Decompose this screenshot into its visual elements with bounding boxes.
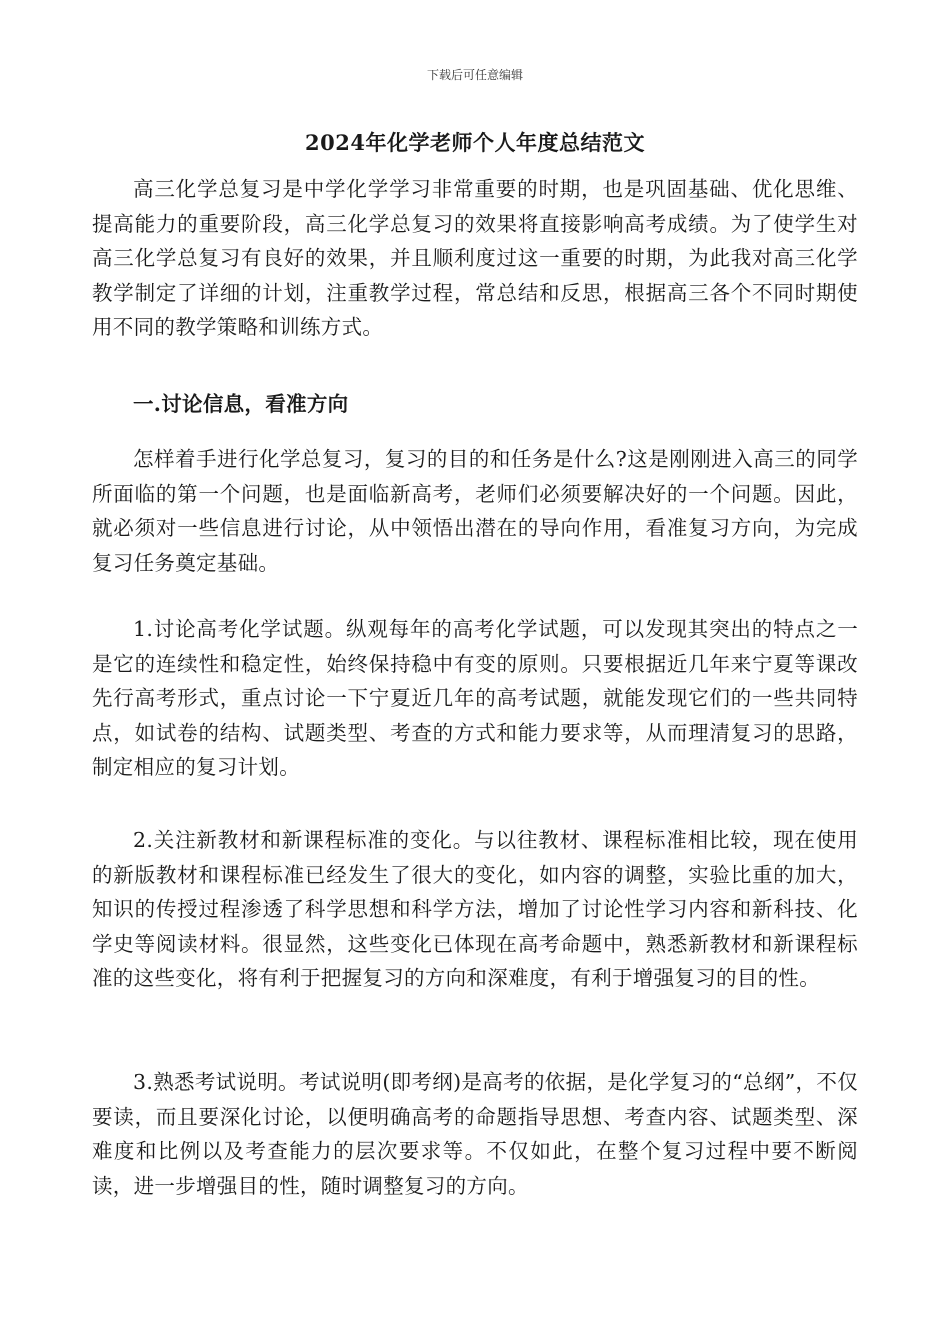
list-item <box>92 612 858 785</box>
intro-paragraph <box>92 172 858 345</box>
section-heading-text: 一.讨论信息，看准方向 <box>133 392 349 416</box>
list-item-text: 2.关注新教材和新课程标准的变化。与以往教材、课程标准相比较，现在使用的新版教材和课程标准已经发生了很大的变化，如内容的调整，实验比重的加大，知识的传授过程渗透了科学思想和科学方法，增加了讨论性学习内容和新科技、化学史等阅读材料。很显然，这些变化已体现在高考命题中，熟悉新教材和新课程标准的这些变化，将有利于把握复习的方向和深难度，有利于增强复习的目的性。 <box>92 828 858 990</box>
section-heading <box>92 387 858 422</box>
section-paragraph <box>92 442 858 580</box>
list-item-text: 3.熟悉考试说明。考试说明(即考纲)是高考的依据，是化学复习的“总纲”，不仅要读，而且要深化讨论，以便明确高考的命题指导思想、考查内容、试题类型、深难度和比例以及考查能力的层次要求等。不仅如此，在整个复习过程中要不断阅读，进一步增强目的性，随时调整复习的方向。 <box>92 1070 858 1198</box>
page-title: 2024年化学老师个人年度总结范文 <box>305 130 645 155</box>
header-note: 下载后可任意编辑 <box>426 68 523 82</box>
intro-text: 高三化学总复习是中学化学学习非常重要的时期，也是巩固基础、优化思维、提高能力的重要阶段，高三化学总复习的效果将直接影响高考成绩。为了使学生对高三化学总复习有良好的效果，并且顺利度过这一重要的时期，为此我对高三化学教学制定了详细的计划，注重教学过程，常总结和反思，根据高三各个不同时期使用不同的教学策略和训练方式。 <box>92 177 858 339</box>
list-item <box>92 823 858 996</box>
list-item-text: 1.讨论高考化学试题。纵观每年的高考化学试题，可以发现其突出的特点之一是它的连续性和稳定性，始终保持稳中有变的原则。只要根据近几年来宁夏等课改先行高考形式，重点讨论一下宁夏近几年的高考试题，就能发现它们的一些共同特点，如试卷的结构、试题类型、考查的方式和能力要求等，从而理清复习的思路，制定相应的复习计划。 <box>92 617 858 779</box>
list-item <box>92 1065 858 1203</box>
section-paragraph-text: 怎样着手进行化学总复习，复习的目的和任务是什么?这是刚刚进入高三的同学所面临的第一个问题，也是面临新高考，老师们必须要解决好的一个问题。因此，就必须对一些信息进行讨论，从中领悟出潜在的导向作用，看准复习方向，为完成复习任务奠定基础。 <box>92 447 858 575</box>
